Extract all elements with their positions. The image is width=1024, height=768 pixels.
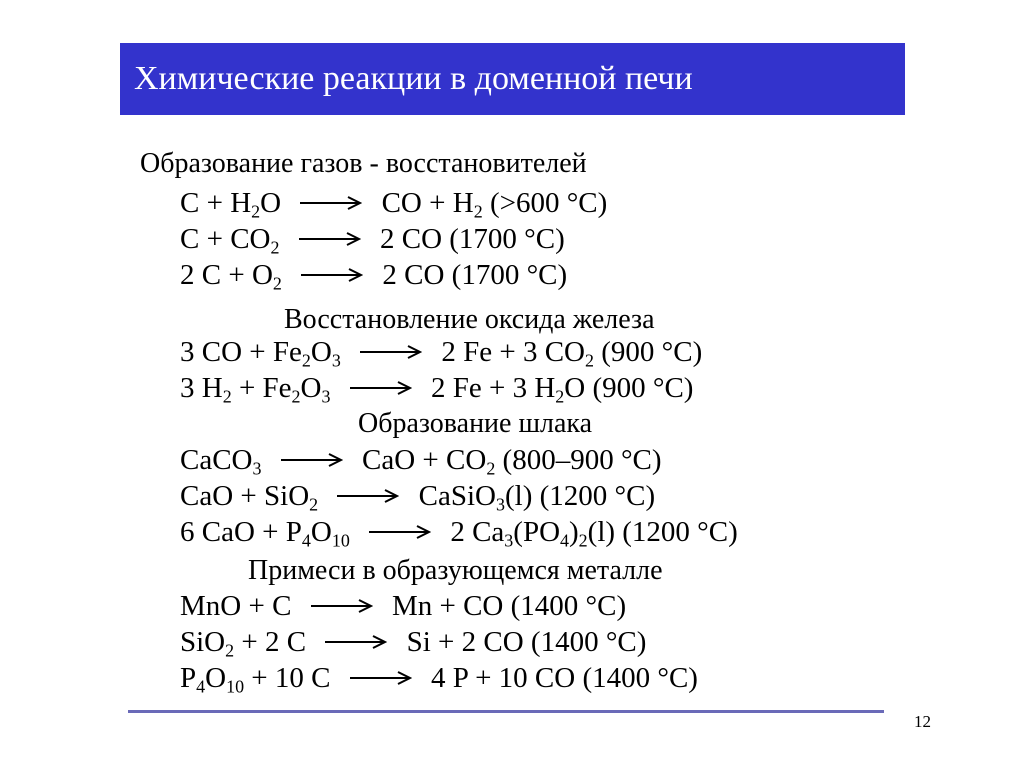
equation-row: 3 CO + $Fe_2O_3$ 2 Fe + 3 $CO_2$ (900 °C) [180, 336, 703, 371]
reaction-arrow-icon [350, 372, 412, 401]
reaction-arrow-icon [299, 223, 361, 252]
reaction-arrow-icon [281, 444, 343, 473]
equation-row: 2 $C + O_2$ 2 CO (1700 °C) [180, 259, 568, 294]
equation-row: CaCO$_3$ CaO + $CO_2$ (800–900 °C) [180, 444, 662, 479]
footer-divider [128, 710, 884, 713]
page-number: 12 [914, 712, 931, 731]
equation-row: CaO + SiO$_2$ CaSiO$_3$(l) (1200 °C) [180, 480, 656, 515]
equation-row: MnO + C Mn + CO (1400 °C) [180, 590, 627, 622]
section-heading-slag: Образование шлака [358, 408, 593, 439]
title-bar [120, 43, 905, 115]
reaction-arrow-icon [325, 626, 387, 655]
equation-group-gases [180, 189, 607, 297]
equation-row: 6 CaO + $P_4O_{10}$ 2 $Ca_3(PO_4)_2(l)$ (1200 °C) [180, 516, 738, 551]
section-heading-iron-oxide: Восстановление оксида железа [284, 304, 655, 335]
equation-row: $C + H_2O$ CO + $H_2$ (>600 °C) [180, 187, 608, 222]
reaction-arrow-icon [350, 662, 412, 691]
reaction-arrow-icon [337, 480, 399, 509]
equation-row: SiO$_2$ + 2 C Si + 2 CO (1400 °C) [180, 626, 647, 661]
reaction-arrow-icon [360, 336, 422, 365]
equation-group-impurities [180, 592, 698, 700]
equation-group-iron-oxide [180, 338, 702, 410]
equation-row: $C + CO_2$ 2 CO (1700 °C) [180, 223, 565, 258]
reaction-arrow-icon [311, 590, 373, 619]
slide-title: Химические реакции в доменной печи [134, 60, 693, 97]
reaction-arrow-icon [369, 516, 431, 545]
reaction-arrow-icon [301, 259, 363, 288]
equation-group-slag [180, 446, 738, 554]
section-heading-impurities: Примеси в образующемся металле [248, 555, 663, 586]
equation-row: $P_4O_{10} + 10$ C 4 P + 10 CO (1400 °C) [180, 662, 698, 697]
equation-row: 3 $H_2 + Fe_2O_3$ 2 Fe + 3 $H_2O$ (900 °C) [180, 372, 694, 407]
reaction-arrow-icon [300, 187, 362, 216]
section-heading-gases: Образование газов - восстановителей [140, 148, 587, 179]
